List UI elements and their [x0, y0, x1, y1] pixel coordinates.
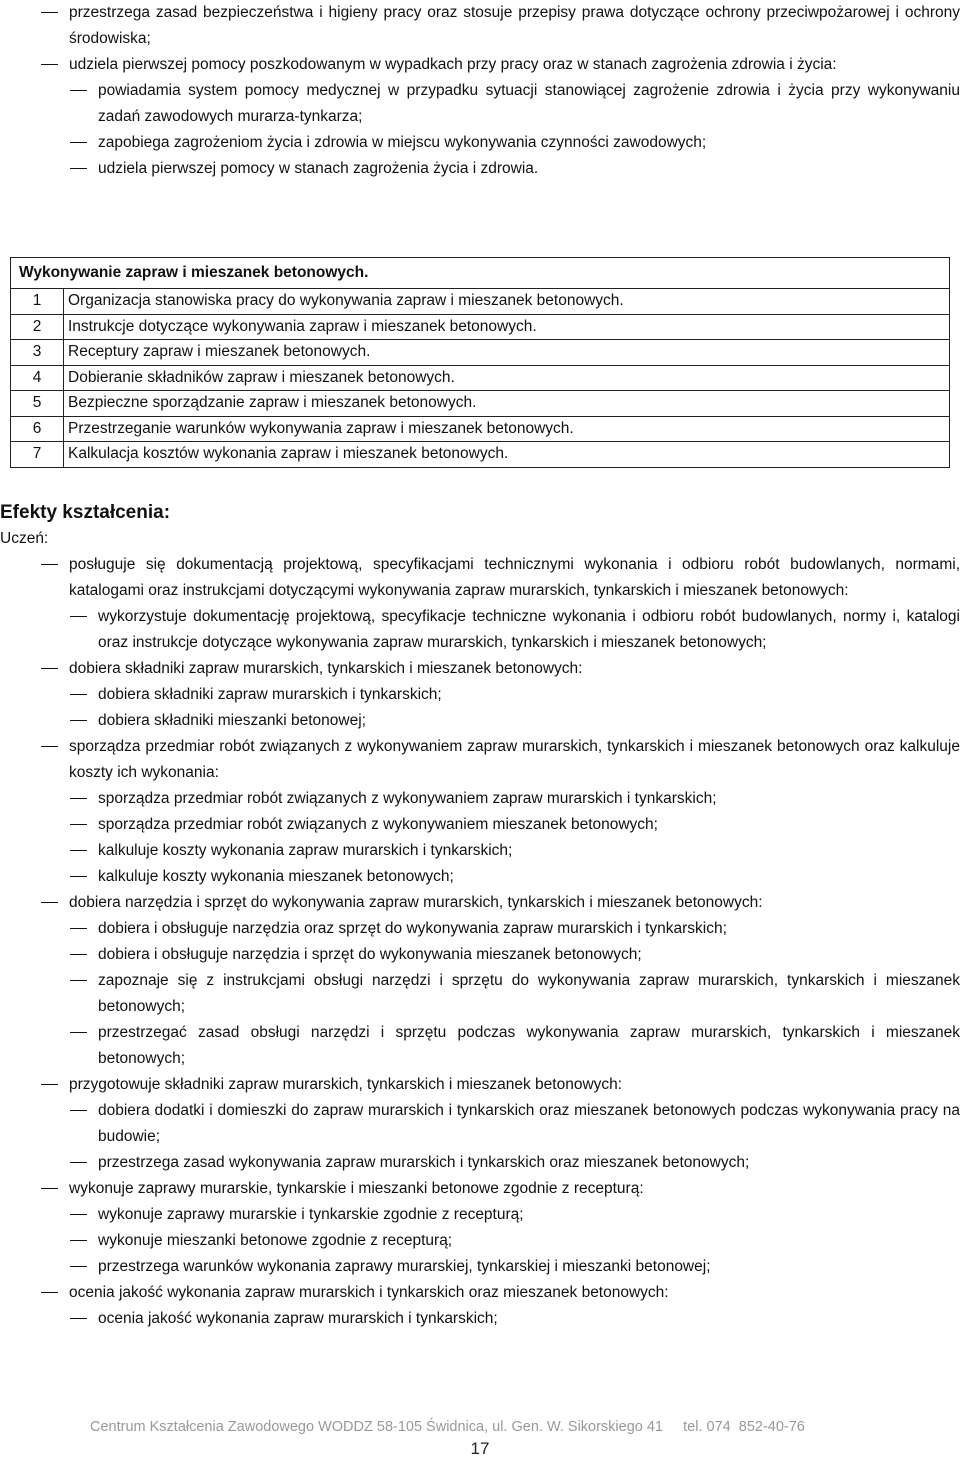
- unit-number: 4: [11, 365, 64, 391]
- sub-list-item: [0, 1254, 960, 1280]
- list-item-text: dobiera i obsługuje narzędzia oraz sprzęt do wykonywania zapraw murarskich i tynkarskich;: [98, 920, 727, 937]
- sub-list-item: [0, 838, 960, 864]
- list-item-text: sporządza przedmiar robót związanych z wykonywaniem mieszanek betonowych;: [98, 816, 658, 833]
- dash-bullet-icon: [70, 694, 87, 695]
- dash-bullet-icon: [70, 1240, 87, 1241]
- list-item: [0, 552, 960, 604]
- list-item-text: sporządza przedmiar robót związanych z wykonywaniem zapraw murarskich, tynkarskich i mieszanek betonowych oraz kalkuluje koszty ich wykonania:: [69, 738, 960, 781]
- dash-bullet-icon: [41, 64, 58, 65]
- list-item-text: udziela pierwszej pomocy w stanach zagrożenia życia i zdrowia.: [98, 160, 539, 177]
- sub-list-item: [0, 604, 960, 656]
- unit-title: Przestrzeganie warunków wykonywania zapraw i mieszanek betonowych.: [64, 416, 950, 442]
- list-item-text: wykonuje mieszanki betonowe zgodnie z recepturą;: [98, 1232, 453, 1249]
- list-item: [0, 52, 960, 78]
- list-item-text: przestrzegać zasad obsługi narzędzi i sprzętu podczas wykonywania zapraw murarskich, tynkarskich i mieszanek betonowych;: [98, 1024, 960, 1067]
- list-item-text: dobiera składniki zapraw murarskich, tynkarskich i mieszanek betonowych:: [69, 660, 583, 677]
- dash-bullet-icon: [70, 928, 87, 929]
- dash-bullet-icon: [41, 1188, 58, 1189]
- list-item-text: ocenia jakość wykonania zapraw murarskich i tynkarskich;: [98, 1310, 498, 1327]
- effects-subheading: Uczeń:: [0, 530, 49, 547]
- dash-bullet-icon: [70, 798, 87, 799]
- list-item-text: dobiera narzędzia i sprzęt do wykonywania zapraw murarskich, tynkarskich i mieszanek betonowych:: [69, 894, 763, 911]
- unit-number: 6: [11, 416, 64, 442]
- list-item-text: posługuje się dokumentacją projektową, specyfikacjami technicznymi wykonania i odbioru robót budowlanych, normami, katalogami oraz instrukcjami dotyczącymi wykonywania zapraw murarskich, tynkarskich i mieszanek betonowych:: [69, 556, 960, 599]
- dash-bullet-icon: [70, 142, 87, 143]
- table-row: [11, 289, 950, 315]
- sub-list-item: [0, 682, 960, 708]
- dash-bullet-icon: [70, 1162, 87, 1163]
- table-row: [11, 314, 950, 340]
- unit-title: Dobieranie składników zapraw i mieszanek betonowych.: [64, 365, 950, 391]
- list-item-text: dobiera i obsługuje narzędzia i sprzęt do wykonywania mieszanek betonowych;: [98, 946, 642, 963]
- dash-bullet-icon: [70, 168, 87, 169]
- sub-list-item: [0, 812, 960, 838]
- dash-bullet-icon: [70, 850, 87, 851]
- list-item-text: wykonuje zaprawy murarskie i tynkarskie zgodnie z recepturą;: [98, 1206, 524, 1223]
- dash-bullet-icon: [70, 824, 87, 825]
- unit-title: Organizacja stanowiska pracy do wykonywania zapraw i mieszanek betonowych.: [64, 289, 950, 315]
- list-item-text: kalkuluje koszty wykonania mieszanek betonowych;: [98, 868, 454, 885]
- sub-list-item: [0, 968, 960, 1020]
- sub-list-item: [0, 1020, 960, 1072]
- units-table-title: Wykonywanie zapraw i mieszanek betonowych.: [11, 258, 950, 289]
- unit-title: Bezpieczne sporządzanie zapraw i mieszanek betonowych.: [64, 391, 950, 417]
- table-row: [11, 365, 950, 391]
- dash-bullet-icon: [70, 1214, 87, 1215]
- sub-list-item: [0, 916, 960, 942]
- list-item-text: wykonuje zaprawy murarskie, tynkarskie i mieszanki betonowe zgodnie z recepturą:: [69, 1180, 644, 1197]
- page-footer: Centrum Kształcenia Zawodowego WODDZ 58-105 Świdnica, ul. Gen. W. Sikorskiego 41 tel. 074 852-40-76: [90, 1419, 805, 1435]
- list-item-text: ocenia jakość wykonania zapraw murarskich i tynkarskich oraz mieszanek betonowych:: [69, 1284, 669, 1301]
- sub-list-item: [0, 786, 960, 812]
- units-table-title-row: [11, 258, 950, 289]
- list-item-text: zapobiega zagrożeniom życia i zdrowia w miejscu wykonywania czynności zawodowych;: [98, 134, 707, 151]
- list-item-text: kalkuluje koszty wykonania zapraw murarskich i tynkarskich;: [98, 842, 513, 859]
- dash-bullet-icon: [41, 902, 58, 903]
- dash-bullet-icon: [41, 746, 58, 747]
- list-item-text: przestrzega zasad wykonywania zapraw murarskich i tynkarskich oraz mieszanek betonowych;: [98, 1154, 750, 1171]
- list-item-text: dobiera składniki mieszanki betonowej;: [98, 712, 366, 729]
- dash-bullet-icon: [70, 1110, 87, 1111]
- sub-list-item: [0, 1150, 960, 1176]
- dash-bullet-icon: [70, 1266, 87, 1267]
- table-row: [11, 416, 950, 442]
- table-row: [11, 442, 950, 468]
- dash-bullet-icon: [41, 1084, 58, 1085]
- list-item-text: dobiera składniki zapraw murarskich i tynkarskich;: [98, 686, 442, 703]
- list-item-text: udziela pierwszej pomocy poszkodowanym w wypadkach przy pracy oraz w stanach zagrożenia zdrowia i życia:: [69, 56, 837, 73]
- list-item-text: przygotowuje składniki zapraw murarskich, tynkarskich i mieszanek betonowych:: [69, 1076, 623, 1093]
- list-item: [0, 1280, 960, 1306]
- dash-bullet-icon: [70, 1032, 87, 1033]
- unit-number: 3: [11, 340, 64, 366]
- sub-list-item: [0, 130, 960, 156]
- sub-list-item: [0, 864, 960, 890]
- list-item: [0, 890, 960, 916]
- dash-bullet-icon: [41, 564, 58, 565]
- list-item-text: sporządza przedmiar robót związanych z wykonywaniem zapraw murarskich i tynkarskich;: [98, 790, 717, 807]
- dash-bullet-icon: [70, 616, 87, 617]
- sub-list-item: [0, 1202, 960, 1228]
- sub-list-item: [0, 942, 960, 968]
- dash-bullet-icon: [70, 876, 87, 877]
- dash-bullet-icon: [41, 12, 58, 13]
- list-item: [0, 734, 960, 786]
- dash-bullet-icon: [70, 1318, 87, 1319]
- sub-list-item: [0, 1306, 960, 1332]
- sub-list-item: [0, 156, 960, 182]
- unit-number: 1: [11, 289, 64, 315]
- unit-title: Kalkulacja kosztów wykonania zapraw i mieszanek betonowych.: [64, 442, 950, 468]
- unit-number: 7: [11, 442, 64, 468]
- list-item-text: przestrzega zasad bezpieczeństwa i higieny pracy oraz stosuje przepisy prawa dotyczące ochrony przeciwpożarowej i ochrony środowiska;: [69, 4, 960, 47]
- unit-title: Instrukcje dotyczące wykonywania zapraw i mieszanek betonowych.: [64, 314, 950, 340]
- list-item: [0, 1176, 960, 1202]
- dash-bullet-icon: [70, 980, 87, 981]
- units-table: [10, 257, 950, 468]
- page-number: 17: [470, 1439, 490, 1458]
- list-item-text: powiadamia system pomocy medycznej w przypadku sytuacji stanowiącej zagrożenie zdrowia i życia przy wykonywaniu zadań zawodowych murarza-tynkarza;: [98, 82, 960, 125]
- effects-heading: Efekty kształcenia:: [0, 502, 171, 523]
- list-item-text: dobiera dodatki i domieszki do zapraw murarskich i tynkarskich oraz mieszanek betonowych podczas wykonywania pracy na budowie;: [98, 1102, 960, 1145]
- list-item-text: przestrzega warunków wykonania zaprawy murarskiej, tynkarskiej i mieszanki betonowej;: [98, 1258, 711, 1275]
- dash-bullet-icon: [70, 720, 87, 721]
- sub-list-item: [0, 708, 960, 734]
- unit-title: Receptury zapraw i mieszanek betonowych.: [64, 340, 950, 366]
- dash-bullet-icon: [70, 954, 87, 955]
- sub-list-item: [0, 78, 960, 130]
- list-item-text: zapoznaje się z instrukcjami obsługi narzędzi i sprzętu do wykonywania zapraw murarskich, tynkarskich i mieszanek betonowych;: [98, 972, 960, 1015]
- list-item: [0, 0, 960, 52]
- table-row: [11, 391, 950, 417]
- safety-list: [0, 0, 960, 182]
- table-row: [11, 340, 950, 366]
- effects-list: [0, 552, 960, 1332]
- dash-bullet-icon: [41, 1292, 58, 1293]
- unit-number: 5: [11, 391, 64, 417]
- dash-bullet-icon: [70, 90, 87, 91]
- list-item: [0, 656, 960, 682]
- sub-list-item: [0, 1098, 960, 1150]
- sub-list-item: [0, 1228, 960, 1254]
- unit-number: 2: [11, 314, 64, 340]
- list-item: [0, 1072, 960, 1098]
- list-item-text: wykorzystuje dokumentację projektową, specyfikacje techniczne wykonania i odbioru robót budowlanych, normy i, katalogi oraz instrukcje dotyczące wykonywania zapraw murarskich, tynkarskich i mieszanek betonowych;: [98, 608, 960, 651]
- dash-bullet-icon: [41, 668, 58, 669]
